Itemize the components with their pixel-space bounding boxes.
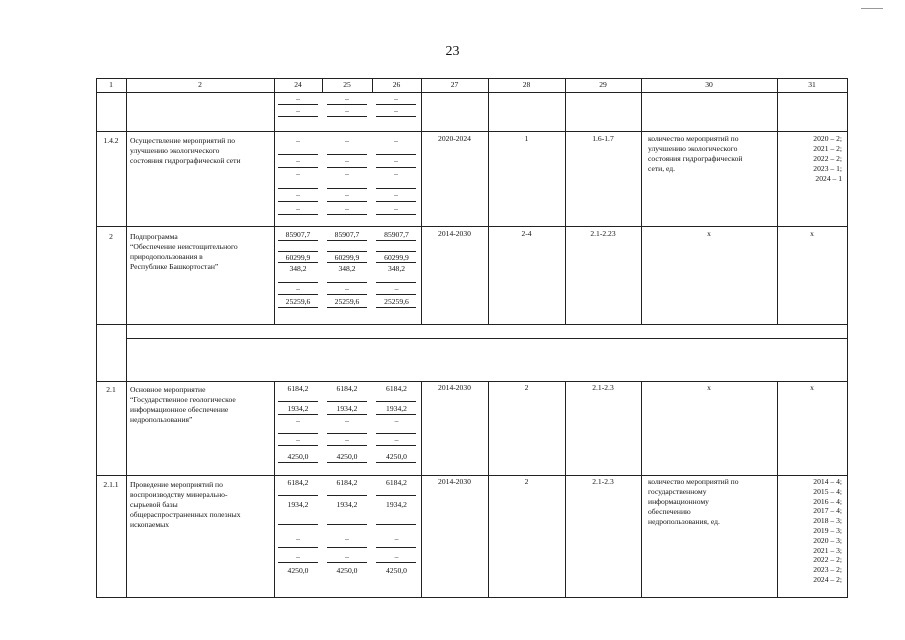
value-cell: – [394, 190, 398, 199]
row-number: 2 [109, 232, 113, 241]
indicator: x [707, 229, 711, 238]
value-cell: – [394, 552, 399, 561]
value-cell: – [394, 435, 399, 444]
value-cell: – [296, 284, 300, 293]
row-name: Осуществление мероприятий по улучшению экологического состояния гидрографической сети [130, 136, 241, 165]
value-cell: – [394, 136, 398, 145]
indicator: количество мероприятий по государственному информационному обеспечению недропользования, ед. [648, 477, 739, 526]
header-col-26: 26 [392, 80, 401, 89]
value-cell: – [296, 435, 300, 444]
period: 2014-2030 [438, 229, 471, 238]
value-cell: 6184,2 [336, 384, 358, 393]
value-cell: – [296, 156, 300, 165]
value-cell: – [345, 534, 349, 543]
header-col-29: 29 [599, 80, 607, 89]
yearly-values: 2014 – 4; 2015 – 4; 2016 – 4; 2017 – 4; 2018 – 3; 2019 – 3; 2020 – 3; 2021 – 3; 2022 – 2; 2023 – 2; 2024 – 2; [813, 477, 842, 584]
top-dash: – [345, 106, 349, 115]
value-cell: – [394, 169, 398, 178]
value-cell: 1934,2 [336, 404, 358, 413]
yearly-values: 2020 – 2; 2021 – 2; 2022 – 2; 2023 – 1; 2024 – 1 [813, 134, 842, 183]
yearly-values: x [810, 229, 814, 238]
value-cell: 85907,7 [334, 230, 360, 239]
yearly-values: x [810, 383, 814, 392]
value-cell: 6184,2 [287, 478, 309, 487]
value-cell: 1934,2 [386, 500, 407, 509]
value-cell: 348,2 [289, 264, 307, 273]
value-cell: 25259,6 [285, 297, 311, 306]
value-cell: – [345, 156, 349, 165]
value-cell: – [345, 435, 349, 444]
value-cell: 1934,2 [386, 404, 407, 413]
value-cell: 4250,0 [287, 566, 309, 575]
col-28-value: 2-4 [521, 229, 532, 238]
value-cell: – [296, 190, 300, 199]
col-29-value: 2.1-2.23 [590, 229, 616, 238]
header-col-30: 30 [705, 80, 713, 89]
value-cell: 1934,2 [287, 500, 309, 509]
value-cell: – [394, 156, 398, 165]
value-cell: – [345, 552, 349, 561]
value-cell: 4250,0 [386, 452, 407, 461]
value-cell: 6184,2 [386, 478, 407, 487]
value-cell: 85907,7 [384, 230, 409, 239]
value-cell: – [345, 169, 349, 178]
program-table [96, 78, 848, 598]
value-cell: – [296, 136, 300, 145]
row-number: 1.4.2 [103, 136, 119, 145]
col-29-value: 1.6-1.7 [592, 134, 614, 143]
value-cell: – [296, 169, 300, 178]
value-cell: – [296, 204, 300, 213]
period: 2014-2030 [438, 383, 471, 392]
value-cell: 348,2 [338, 264, 356, 273]
col-29-value: 2.1-2.3 [592, 477, 614, 486]
top-dash: – [394, 106, 398, 115]
value-cell: – [345, 416, 349, 425]
value-cell: 60299,9 [334, 253, 360, 262]
value-cell: – [394, 534, 399, 543]
value-cell: – [296, 552, 300, 561]
row-number: 2.1 [106, 385, 116, 394]
value-cell: 4250,0 [287, 452, 309, 461]
value-cell: – [394, 416, 399, 425]
col-28-value: 1 [524, 134, 529, 143]
col-28-value: 2 [524, 477, 529, 486]
page-number: 23 [445, 44, 460, 59]
top-dash: – [394, 94, 398, 103]
row-name: Проведение мероприятий по воспроизводству минерально- сырьевой базы общераспространенных полезных ископаемых [130, 480, 241, 529]
scan-mark [861, 8, 883, 9]
period: 2014-2030 [438, 477, 471, 486]
value-cell: 85907,7 [285, 230, 311, 239]
value-cell: 1934,2 [336, 500, 358, 509]
top-dash: – [296, 106, 300, 115]
top-dash: – [345, 94, 349, 103]
header-col-27: 27 [450, 80, 459, 89]
value-cell: 4250,0 [336, 566, 358, 575]
value-cell: – [296, 416, 300, 425]
value-cell: 6184,2 [386, 384, 407, 393]
top-dash: – [296, 94, 300, 103]
value-cell: – [345, 190, 349, 199]
col-28-value: 2 [524, 383, 529, 392]
value-cell: 1934,2 [287, 404, 309, 413]
header-col-31: 31 [808, 80, 816, 89]
value-cell: – [345, 284, 349, 293]
value-cell: 6184,2 [336, 478, 358, 487]
indicator: количество мероприятий по улучшению экологического состояния гидрографической сети, ед. [648, 134, 743, 173]
value-cell: – [345, 136, 349, 145]
row-number: 2.1.1 [103, 480, 119, 489]
value-cell: – [296, 534, 300, 543]
row-name: Основное мероприятие “Государственное геологическое информационное обеспечение недропользования” [130, 385, 236, 424]
value-cell: 60299,9 [285, 253, 311, 262]
value-cell: 4250,0 [386, 566, 407, 575]
header-col-28: 28 [522, 80, 531, 89]
header-col-24: 24 [294, 80, 302, 89]
value-cell: 348,2 [387, 264, 406, 273]
value-cell: 25259,6 [384, 297, 409, 306]
header-col-25: 25 [343, 80, 351, 89]
value-cell: 25259,6 [334, 297, 360, 306]
value-cell: – [345, 204, 349, 213]
value-cell: – [394, 284, 399, 293]
header-col-2: 2 [198, 80, 202, 89]
row-name: Подпрограмма “Обеспечение неистощительного природопользования в Республике Башкортостан” [130, 232, 238, 271]
value-cell: 4250,0 [336, 452, 358, 461]
indicator: x [707, 383, 711, 392]
header-col-1: 1 [109, 80, 113, 89]
value-cell: – [394, 204, 398, 213]
col-29-value: 2.1-2.3 [592, 383, 614, 392]
value-cell: 6184,2 [287, 384, 309, 393]
value-cell: 60299,9 [384, 253, 409, 262]
period: 2020-2024 [438, 134, 471, 143]
